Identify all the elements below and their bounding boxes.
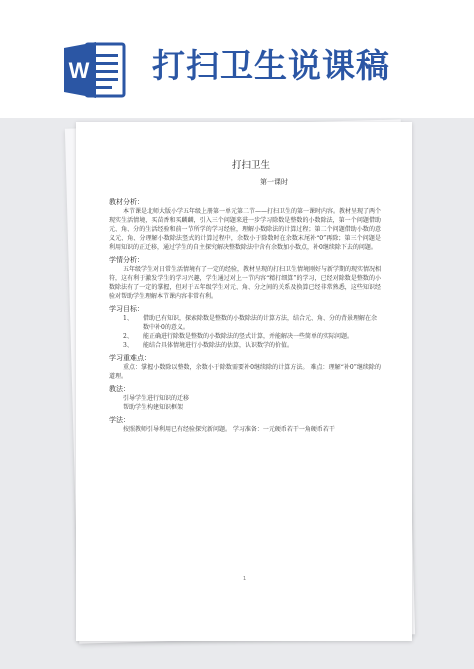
document-title: 打扫卫生 <box>231 160 270 171</box>
list-item-number: 1、 <box>123 315 133 322</box>
plain-line: 帮助学生构建知识框架 <box>123 404 184 411</box>
section-heading-key-points: 学习重难点： <box>109 354 151 362</box>
section-heading-learning-method: 学法： <box>109 416 130 424</box>
section-heading-teaching-method: 教法： <box>109 385 130 393</box>
section-heading-textbook-analysis: 教材分析： <box>109 198 144 206</box>
list-item-text: 能结合具体情境进行小数除法的估算，认识数学的价值。 <box>143 342 294 349</box>
section-paragraph: 按照教师引导利用已有经验探究新问题。 学习准备：一元硬币若干一角硬币若干 <box>123 426 335 433</box>
document-body <box>109 160 381 434</box>
document-page <box>76 122 412 641</box>
section-paragraph: 重点：掌握小数除以整数，余数小于除数需要补0继续除的计算方法。 难点：理解“补0”继续除的道理。 <box>109 364 381 380</box>
section-paragraph: 本节课是北师大版小学五年级上册第一单元第二节——打扫卫生的第一课时内容。教材呈现了两个现实生活情境，买苗香和买麟麟，引入三个问题来进一步学习除数是整数的小数除法，第一个问题借助元、角、分的生活经验和前一节所学的学习经验，理解小数除法的计算过程；第二个问题借助小数的意义元、角、分理解小数除法竖式的计算过程中，余数小于除数时在余数末尾补“0”再除；第三个问题是利用知识的正迁移，通过学生的自主探究解决整数除法中含有余数加小数点，补0继续除下去的问题。 <box>109 208 382 251</box>
list-item <box>123 341 381 350</box>
banner-title: 打扫卫生说课稿 <box>152 46 390 85</box>
list-item-number: 3、 <box>123 342 133 349</box>
section-paragraph: 五年级学生对日常生活情境有了一定的经验，教材呈现的打扫卫生情境刚好与新学期的现实情况相符，这有利于激发学生的学习兴趣，学生通过对上一节内容“精打细算”的学习，已经对除数是整数的小数除法有了一定的掌握，但对于五年级学生对元、角、分之间的关系及换算已经非常熟悉，这些知识经验对帮助学生理解本节课内容非常有利。 <box>109 266 382 300</box>
list-item-text: 借助已有知识，探索除数是整数的小数除法的计算方法，结合元、角、分的背景理解在余数中补0的意义。 <box>143 315 378 331</box>
list-item <box>123 314 381 332</box>
document-subtitle: 第一课时 <box>260 178 288 186</box>
list-item-number: 2、 <box>123 333 133 340</box>
title-banner <box>0 0 474 128</box>
word-document-icon <box>62 40 128 100</box>
list-item-text: 能正确进行除数是整数的小数除法的竖式计算，并能解决一些简单的实际问题。 <box>143 333 354 340</box>
page-number: 1 <box>243 576 247 582</box>
section-heading-learning-goals: 学习目标： <box>109 305 144 313</box>
plain-line: 引导学生进行知识的迁移 <box>123 395 190 402</box>
list-item <box>123 332 381 341</box>
word-icon-letter: W <box>68 58 90 83</box>
section-heading-student-analysis: 学情分析： <box>109 256 144 264</box>
